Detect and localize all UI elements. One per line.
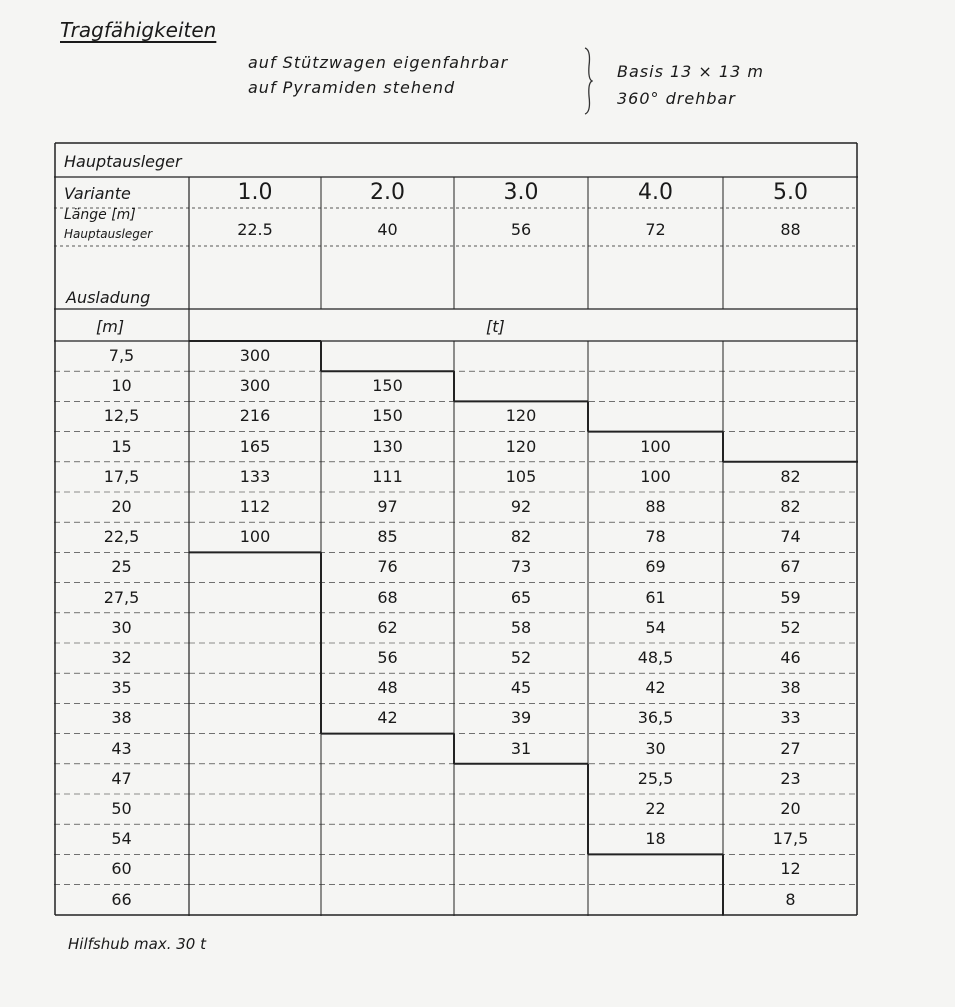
capacity-value: 46 [780,648,801,667]
capacity-value: 105 [505,466,537,486]
capacity-value: 58 [510,617,532,637]
capacity-value: 300 [239,346,271,365]
page-title: Tragfähigkeiten [60,18,217,42]
capacity-value: 82 [510,527,532,547]
capacity-value: 30 [645,738,666,758]
capacity-table [54,142,858,916]
boom-length-value: 40 [377,220,398,239]
capacity-value: 56 [377,648,398,667]
radius-label: Ausladung [66,288,151,307]
capacity-value: 97 [377,497,398,516]
capacity-value: 92 [510,497,532,516]
capacity-value: 150 [372,376,403,396]
capacity-value: 100 [640,436,671,456]
capacity-value: 130 [372,436,403,456]
capacity-value: 78 [645,527,666,547]
radius-value: 60 [111,859,132,879]
radius-value: 27,5 [103,587,140,607]
auxiliary-hoist-note: Hilfshub max. 30 t [68,935,206,953]
capacity-value: 111 [372,466,403,486]
variant-header: 2.0 [370,180,405,205]
capacity-value: 48 [377,678,398,698]
radius-value: 25 [111,557,132,577]
capacity-value: 165 [239,436,271,456]
capacity-value: 62 [377,617,398,637]
variant-label: Variante [64,184,131,203]
capacity-value: 36,5 [637,708,674,728]
radius-value: 54 [111,829,132,849]
capacity-value: 52 [780,617,801,637]
boom-length-value: 88 [780,220,801,239]
capacity-value: 31 [510,738,532,758]
basis-line-2: 360° drehbar [617,89,736,108]
capacity-value: 82 [780,497,801,516]
length-label-sub: Hauptausleger [64,227,153,241]
condition-line-2: auf Pyramiden stehend [248,78,456,97]
radius-value: 32 [111,648,132,667]
capacity-value: 76 [377,557,398,577]
radius-value: 30 [111,617,132,637]
capacity-value: 74 [780,527,801,547]
radius-value: 17,5 [103,466,140,486]
capacity-value: 20 [780,799,801,818]
basis-info [617,58,764,112]
capacity-value: 12 [780,859,801,879]
radius-value: 10 [111,376,132,396]
capacity-value: 33 [780,708,801,728]
capacity-value: 133 [239,466,271,486]
radius-value: 15 [111,436,132,456]
capacity-value: 67 [780,557,801,577]
capacity-value: 112 [239,497,271,516]
capacity-value: 88 [645,497,666,516]
brace-divider [583,46,593,116]
support-conditions [248,50,508,100]
capacity-value: 61 [645,587,666,607]
variant-header: 1.0 [237,180,273,205]
length-label: Länge [m] [64,207,136,223]
capacity-value: 82 [780,466,801,486]
radius-value: 47 [111,768,132,788]
capacity-value: 23 [780,768,801,788]
section-label: Hauptausleger [64,152,182,171]
radius-value: 38 [111,708,132,728]
capacity-value: 54 [645,617,666,637]
capacity-value: 27 [780,738,801,758]
radius-unit: [m] [96,317,125,336]
capacity-value: 65 [510,587,532,607]
radius-value: 7,5 [108,346,135,365]
basis-line-1: Basis 13 × 13 m [617,62,764,81]
capacity-unit: [t] [486,317,505,336]
capacity-value: 120 [505,436,537,456]
capacity-value: 39 [510,708,532,728]
boom-length-value: 72 [645,220,666,239]
radius-value: 43 [111,738,132,758]
capacity-value: 52 [510,648,532,667]
capacity-value: 100 [640,466,671,486]
capacity-value: 22 [645,799,666,818]
radius-value: 66 [111,889,132,909]
capacity-value: 100 [239,527,271,547]
capacity-value: 17,5 [772,829,809,849]
capacity-value: 150 [372,406,403,426]
variant-header: 4.0 [638,180,673,205]
variant-header: 5.0 [773,180,808,205]
capacity-value: 69 [645,557,666,577]
capacity-value: 73 [510,557,532,577]
capacity-value: 18 [645,829,666,849]
capacity-value: 25,5 [637,768,674,788]
radius-value: 12,5 [103,406,140,426]
capacity-value: 42 [377,708,398,728]
capacity-value: 42 [645,678,666,698]
capacity-value: 45 [510,678,532,698]
boom-length-value: 22.5 [237,220,273,239]
radius-value: 35 [111,678,132,698]
condition-line-1: auf Stützwagen eigenfahrbar [248,53,509,72]
variant-header: 3.0 [503,180,539,205]
radius-value: 22,5 [103,527,140,547]
capacity-value: 300 [239,376,271,396]
capacity-value: 8 [785,889,796,909]
capacity-value: 48,5 [637,648,674,667]
capacity-value: 38 [780,678,801,698]
capacity-value: 216 [239,406,271,426]
radius-value: 20 [111,497,132,516]
capacity-value: 59 [780,587,801,607]
boom-length-value: 56 [510,220,532,239]
radius-value: 50 [111,799,132,818]
capacity-value: 68 [377,587,398,607]
capacity-value: 85 [377,527,398,547]
capacity-value: 120 [505,406,537,426]
